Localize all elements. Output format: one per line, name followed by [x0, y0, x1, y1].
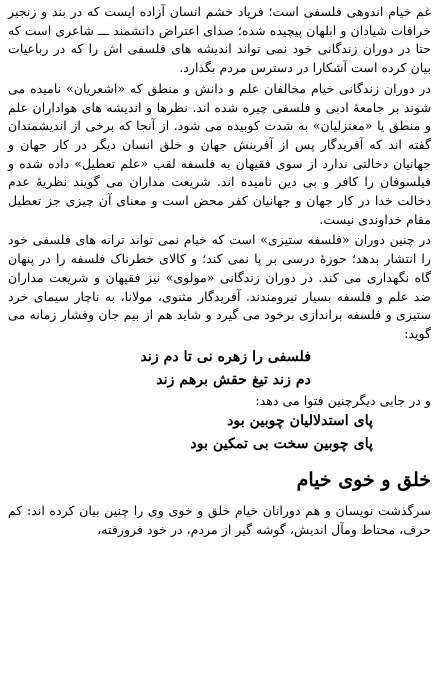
poem-line: فلسفی را زهره نی تا دم زند	[140, 348, 311, 365]
poem-quote-second	[8, 410, 431, 456]
paragraph-anti-philosophy-era: در چنین دوران «فلسفه ستیزی» است که خیام نمی تواند ترانه های فلسفی خود را انتشار بدهد؛ حوزهٔ درسی بر پا نمی کند؛ و کالای خطرناک فلسفه را در پنهان گاه نگهداری می کند. در دوران زندگانی «مولوی» نیز فقیهان و شریعت مداران ضد علم و فلسفه بسیار نیرومندند. آفریدگار مثنوی، مولانا، به ناچار سیمای خرد ستیزی و فلسفه براندازی برخود می گیرد و شاید هم از بیم جان وفشار زمانه می گوید:	[8, 232, 431, 341]
poem-quote-first	[8, 346, 431, 392]
poem-intro-text: و در جایی دیگرچنین فتوا می دهد:	[255, 392, 431, 408]
paragraph-ashari-era: در دوران زندگانی خیام مخالفان علم و دانش و منطق که «اشعریان» نامیده می شوند بر جامعهٔ ادبی و فلسفی چیره شده اند. نظرها و اندیشه های هواداران علم و منطق یا «معتزلیان» به شدت کوبیده می شود. از آنجا که برخی از اندیشمندان گفته اند که آفریدگار پس از آفرینش جهان و خلق انسان دیگر در کار جهان و جهانیان دخالتی ندارد از سوی فقیهان به فلسفه لقب «علم تعطیل» داده شده و فیلسوفان را کافر و بی دین نامیده اند. شریعت مداران می گویند نظریهٔ عدم دخالت خدا در کار جهان و جهانیان کفر محض است و معنای آن چیزی جز تعطیل مقام خداوندی نیست.	[8, 80, 431, 227]
paragraph-character: سرگذشت نویسان و هم دورانان خیام خلق و خوی وی را چنین بیان کرده اند: کم حرف، محتاط ومآل اندیش، گوشه گیر از مردم، در خود فرورفته،	[8, 503, 431, 538]
poem-line: دم زند تیغ حقش برهم زند	[156, 371, 311, 388]
section-heading: خلق و خوی خیام	[296, 469, 431, 492]
paragraph-khayyam-sorrow: غم خیام اندوهی فلسفی است؛ فریاد خشم انسان آزاده ایست که در بند و زنجیر خرافات شیادان و ابلهان پیچیده شده؛ صدای اعتراض دانشمند ـــ شاعری است که حتا در دوران زندگانی خود نمی تواند اندیشه های فلسفی اش را که در رباعیات بیان کرده است آشکارا در دسترس مردم بگذارد.	[8, 4, 431, 76]
poem-line: پای استدلالیان چوبین بود	[227, 413, 373, 430]
poem-line: پای چوبین سخت بی تمکین بود	[190, 436, 373, 453]
